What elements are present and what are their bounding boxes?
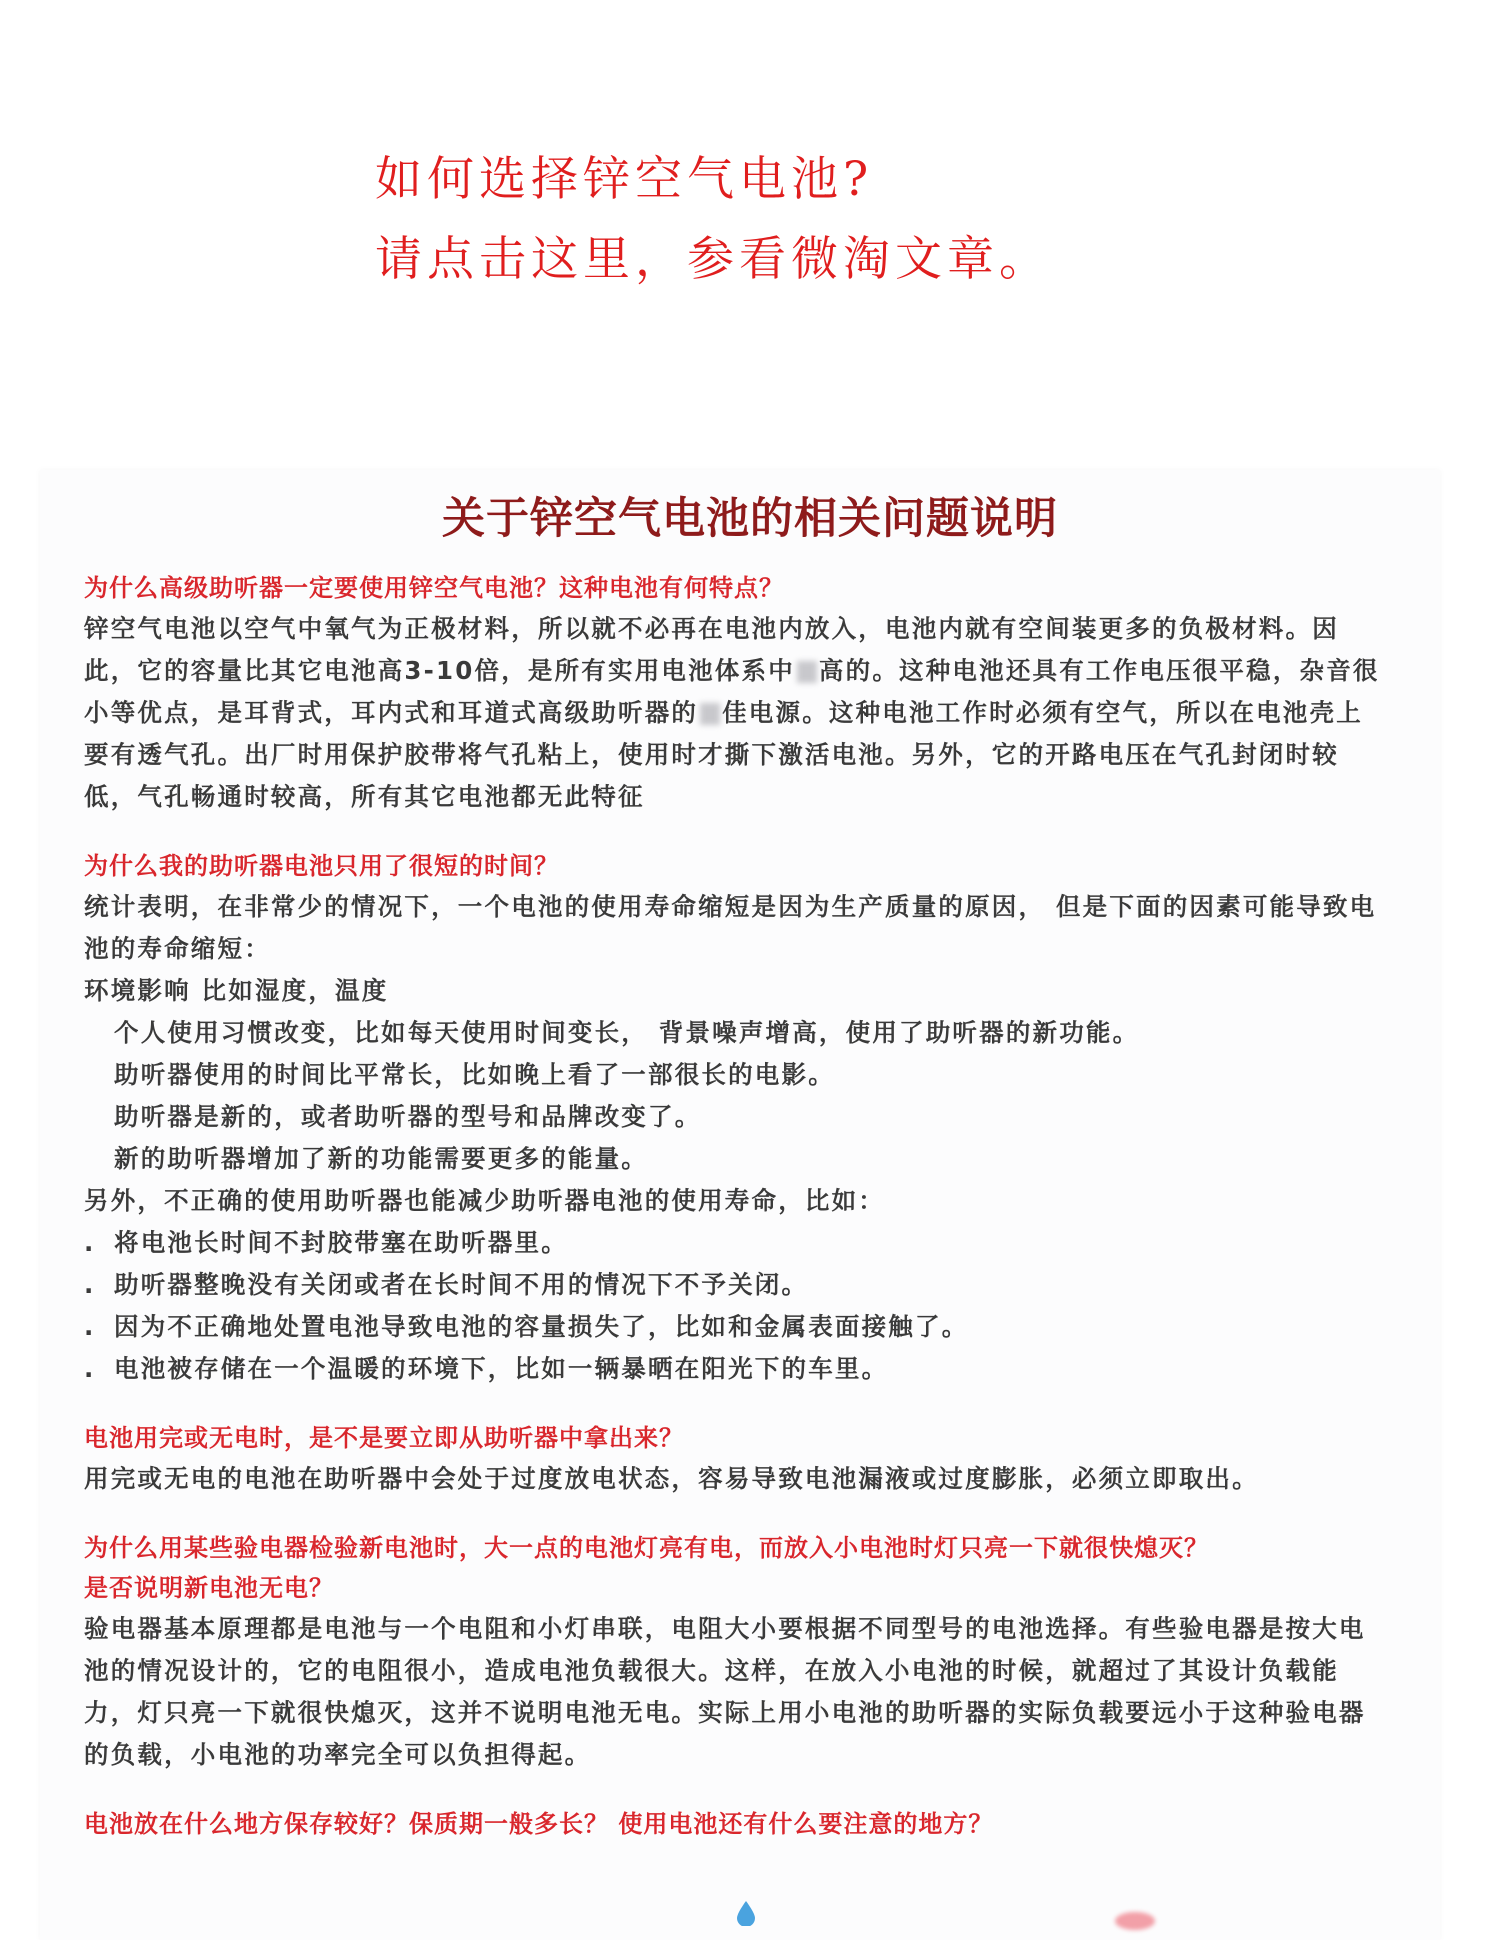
- list-item: 新的助听器增加了新的功能需要更多的能量。: [114, 1144, 648, 1173]
- list-item: 个人使用习惯改变，比如每天使用时间变长， 背景噪声增高，使用了助听器的新功能。: [114, 1018, 1140, 1047]
- blurred-character: [797, 661, 817, 683]
- bullet-dot: .: [84, 1270, 96, 1299]
- faq-question-3: 电池用完或无电时，是不是要立即从助听器中拿出来？: [84, 1424, 684, 1452]
- faq-question-2: 为什么我的助听器电池只用了很短的时间？: [84, 852, 559, 880]
- article-title: 关于锌空气电池的相关问题说明: [442, 494, 1058, 544]
- red-logo-icon: [1115, 1912, 1155, 1930]
- list-item: 助听器使用的时间比平常长，比如晚上看了一部很长的电影。: [114, 1060, 835, 1089]
- faq-question-4-line2: 是否说明新电池无电？: [84, 1574, 334, 1602]
- bullet-item: . 因为不正确地处置电池导致电池的容量损失了，比如和金属表面接触了。: [84, 1306, 1384, 1348]
- bullet-dot: .: [84, 1228, 96, 1257]
- bullet-item: . 将电池长时间不封胶带塞在助听器里。: [84, 1222, 1384, 1264]
- bullet-item: . 助听器整晚没有关闭或者在长时间不用的情况下不予关闭。: [84, 1264, 1384, 1306]
- faq-answer-2-intro: 统计表明，在非常少的情况下，一个电池的使用寿命缩短是因为生产质量的原因， 但是下面的因素可能导致电池的寿命缩短：: [84, 892, 1377, 963]
- blurred-character: [700, 703, 720, 725]
- faq-answer-4: 验电器基本原理都是电池与一个电阻和小灯串联，电阻大小要根据不同型号的电池选择。有些验电器是按大电池的情况设计的，它的电阻很小，造成电池负载很大。这样，在放入小电池的时候，就超过了其设计负载能力，灯只亮一下就很快熄灭，这并不说明电池无电。实际上用小电池的助听器的实际负载要远小于这种验电器的负载，小电池的功率完全可以负担得起。: [84, 1614, 1366, 1769]
- faq-answer-1: 锌空气电池以空气中氧气为正极材料，所以就不必再在电池内放入，电池内就有空间装更多的负极材料。因此，它的容量比其它电池高3-10倍，是所有实用电池体系中 高的。这种电池还具有工作电压很平稳，杂音很小等优点，是耳背式，耳内式和耳道式高级助听器的 佳电源。这种电池工作时必须有空气，所以在电池壳上要有透气孔。出厂时用保护胶带将气孔粘上，使用时才撕下激活电池。另外，它的开路电压在气孔封闭时较低，气孔畅通时较高，所有其它电池都无此特征: [84, 614, 1380, 811]
- bullet-dot: .: [84, 1312, 96, 1341]
- faq-question-5: 电池放在什么地方保存较好？保质期一般多长？ 使用电池还有什么要注意的地方？: [84, 1810, 994, 1838]
- article-content: [84, 568, 1384, 1844]
- promo-block: [375, 140, 1275, 300]
- promo-article-link[interactable]: 请点击这里，参看微淘文章。: [375, 232, 1051, 287]
- bullet-item: . 电池被存储在一个温暖的环境下，比如一辆暴晒在阳光下的车里。: [84, 1348, 1384, 1390]
- promo-heading: 如何选择锌空气电池?: [375, 152, 874, 207]
- faq-answer-2-other: 另外，不正确的使用助听器也能减少助听器电池的使用寿命，比如：: [84, 1186, 885, 1215]
- faq-answer-2-env: 环境影响 比如湿度，温度: [84, 976, 389, 1005]
- bullet-dot: .: [84, 1354, 96, 1383]
- faq-answer-3: 用完或无电的电池在助听器中会处于过度放电状态，容易导致电池漏液或过度膨胀，必须立即取出。: [84, 1464, 1259, 1493]
- water-drop-icon: [733, 1900, 759, 1926]
- faq-question-1: 为什么高级助听器一定要使用锌空气电池？这种电池有何特点？: [84, 574, 784, 602]
- list-item: 助听器是新的，或者助听器的型号和品牌改变了。: [114, 1102, 702, 1131]
- faq-question-4-line1: 为什么用某些验电器检验新电池时，大一点的电池灯亮有电，而放入小电池时灯只亮一下就很快熄灭？: [84, 1534, 1209, 1562]
